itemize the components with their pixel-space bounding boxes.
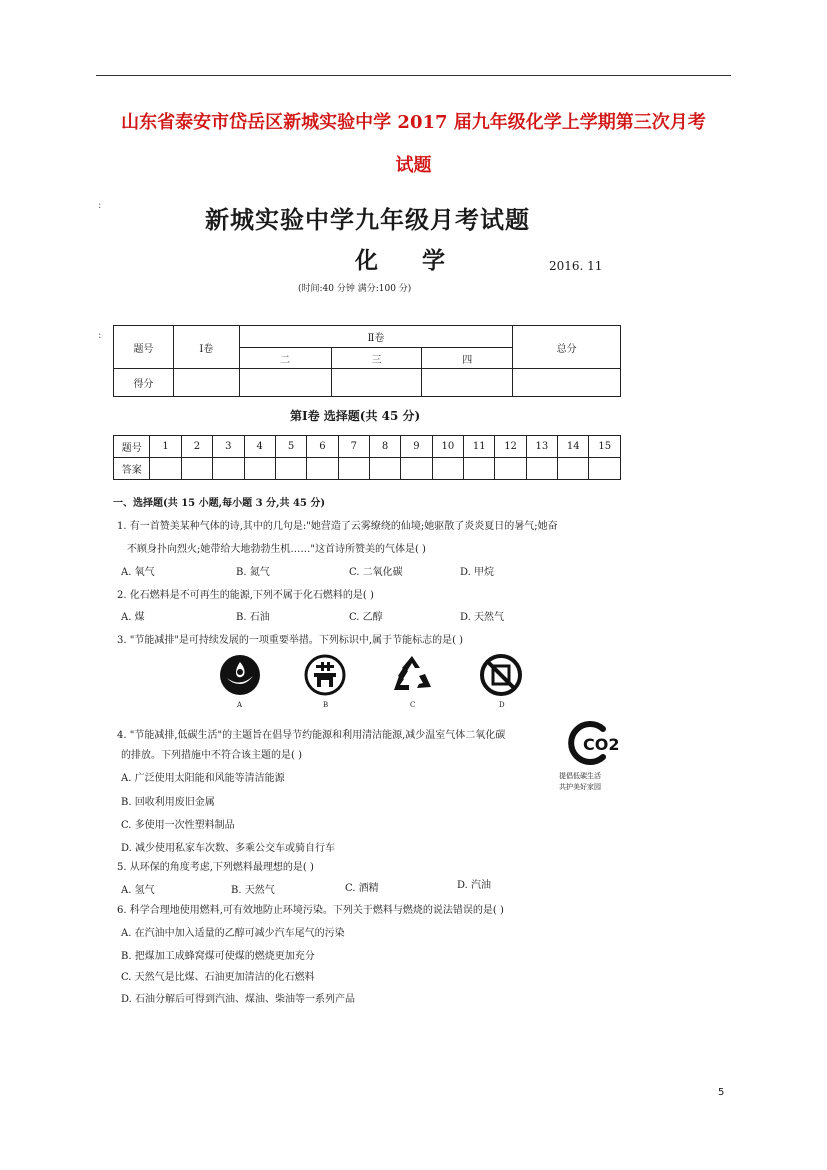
sign-label-d: D — [499, 701, 505, 709]
question-4-option: A. 广泛使用太阳能和风能等清洁能源 — [121, 773, 285, 784]
question-5-option: A. 氢气 — [121, 885, 155, 896]
answer-number: 6 — [307, 436, 338, 458]
section-intro: 一、选择题(共 15 小题,每小题 3 分,共 45 分) — [113, 498, 326, 509]
answer-cell — [338, 458, 369, 480]
section-heading: 第Ⅰ卷 选择题(共 45 分) — [290, 409, 421, 423]
answer-number: 14 — [558, 436, 589, 458]
energy-saving-sign-icon — [304, 654, 346, 696]
question-6-option: C. 天然气是比煤、石油更加清洁的化石燃料 — [121, 972, 315, 983]
exam-title: 新城实验中学九年级月考试题 — [205, 205, 530, 234]
answer-cell — [181, 458, 212, 480]
question-5-option: C. 酒精 — [345, 883, 379, 894]
score-table — [113, 325, 621, 397]
score-cell — [173, 369, 239, 397]
answer-number: 3 — [213, 436, 244, 458]
question-4-line2: 的排放。下列措施中不符合该主题的是( ) — [121, 750, 302, 761]
question-6-option: A. 在汽油中加入适量的乙醇可减少汽车尾气的污染 — [121, 928, 345, 939]
document-heading-line1: 山东省泰安市岱岳区新城实验中学 2017 届九年级化学上学期第三次月考 — [121, 112, 706, 133]
answer-number: 13 — [526, 436, 557, 458]
question-5-option: B. 天然气 — [231, 885, 275, 896]
score-cell — [239, 369, 331, 397]
answer-cell — [401, 458, 432, 480]
answer-cell — [244, 458, 275, 480]
score-table-header-part2: Ⅱ卷 — [239, 326, 512, 348]
margin-mark: : — [98, 330, 102, 341]
question-5-option: D. 汽油 — [457, 880, 492, 891]
page-number: 5 — [718, 1087, 725, 1098]
answer-cell — [369, 458, 400, 480]
answer-cell — [432, 458, 463, 480]
answer-cell — [150, 458, 181, 480]
exam-time-score-note: (时间:40 分钟 满分:100 分) — [298, 284, 412, 294]
co2-caption-line1: 提倡低碳生活 — [559, 772, 601, 780]
document-heading-line2: 试题 — [395, 155, 432, 176]
question-4-option: B. 回收利用废旧金属 — [121, 797, 215, 808]
question-2-option: A. 煤 — [121, 612, 145, 623]
question-2-option: C. 乙醇 — [349, 612, 383, 623]
answer-cell — [526, 458, 557, 480]
no-smoking-sign-icon — [479, 653, 523, 697]
answer-number: 11 — [464, 436, 495, 458]
question-1-line1: 1. 有一首赞美某种气体的诗,其中的几句是:"她营造了云雾缭绕的仙境;她驱散了炎炎夏日的暑气;她奋 — [117, 521, 558, 532]
score-table-sub-2: 二 — [239, 348, 331, 369]
answer-number: 10 — [432, 436, 463, 458]
score-table-header-q: 题号 — [114, 326, 174, 369]
recycle-sign-icon — [389, 652, 435, 698]
answer-table-row-label: 题号 — [114, 436, 150, 458]
sign-label-c: C — [410, 701, 416, 709]
header-rule — [96, 75, 731, 76]
answer-table-row-label: 答案 — [114, 458, 150, 480]
answer-cell — [558, 458, 589, 480]
question-6-option: B. 把煤加工成蜂窝煤可使煤的燃烧更加充分 — [121, 951, 315, 962]
question-6: 6. 科学合理地使用燃料,可有效地防止环境污染。下列关于燃料与燃烧的说法错误的是( ) — [117, 905, 504, 916]
exam-subject: 化 学 — [355, 247, 464, 274]
question-2-option: D. 天然气 — [460, 612, 505, 623]
answer-cell — [307, 458, 338, 480]
question-4-option: D. 减少使用私家车次数、多乘公交车或骑自行车 — [121, 843, 336, 854]
answer-number: 1 — [150, 436, 181, 458]
exam-date: 2016. 11 — [549, 259, 603, 273]
question-3: 3. "节能减排"是可持续发展的一项重要举措。下列标识中,属于节能标志的是( ) — [117, 635, 464, 646]
question-4-option: C. 多使用一次性塑料制品 — [121, 820, 235, 831]
answer-cell — [495, 458, 526, 480]
sign-label-a: A — [237, 701, 243, 709]
question-1-option: D. 甲烷 — [460, 567, 495, 578]
answer-number: 15 — [589, 436, 621, 458]
score-cell — [422, 369, 513, 397]
sign-label-b: B — [323, 701, 329, 709]
co2-caption-line2: 共护美好家园 — [559, 783, 601, 791]
score-table-sub-4: 四 — [422, 348, 513, 369]
answer-number: 8 — [369, 436, 400, 458]
answer-number: 2 — [181, 436, 212, 458]
answer-number: 7 — [338, 436, 369, 458]
score-table-row-label: 得分 — [114, 369, 174, 397]
question-5: 5. 从环保的角度考虑,下列燃料最理想的是( ) — [117, 862, 314, 873]
answer-number: 4 — [244, 436, 275, 458]
score-cell — [513, 369, 621, 397]
answer-cell — [589, 458, 621, 480]
score-cell — [331, 369, 422, 397]
question-4-line1: 4. "节能减排,低碳生活"的主题旨在倡导节约能源和利用清洁能源,减少温室气体二氧化碳 — [117, 730, 506, 741]
score-table-sub-3: 三 — [331, 348, 422, 369]
margin-mark: : — [98, 200, 102, 211]
answer-cell — [464, 458, 495, 480]
answer-table — [113, 435, 621, 480]
water-saving-sign-icon — [219, 654, 261, 696]
score-table-header-part1: Ⅰ卷 — [173, 326, 239, 369]
question-2: 2. 化石燃料是不可再生的能源,下列不属于化石燃料的是( ) — [117, 590, 374, 601]
answer-number: 9 — [401, 436, 432, 458]
question-1-option: B. 氮气 — [236, 567, 270, 578]
question-1-option: A. 氧气 — [121, 567, 155, 578]
answer-number: 12 — [495, 436, 526, 458]
answer-cell — [213, 458, 244, 480]
score-table-header-total: 总分 — [513, 326, 621, 369]
co2-logo-text: CO2 — [583, 735, 619, 754]
low-carbon-co2-logo-icon — [563, 719, 619, 767]
answer-cell — [275, 458, 306, 480]
question-6-option: D. 石油分解后可得到汽油、煤油、柴油等一系列产品 — [121, 994, 356, 1005]
question-1-option: C. 二氧化碳 — [349, 567, 403, 578]
answer-number: 5 — [275, 436, 306, 458]
question-1-line2: 不顾身扑向烈火;她带给大地勃勃生机……"这首诗所赞美的气体是( ) — [127, 544, 426, 555]
question-2-option: B. 石油 — [236, 612, 270, 623]
